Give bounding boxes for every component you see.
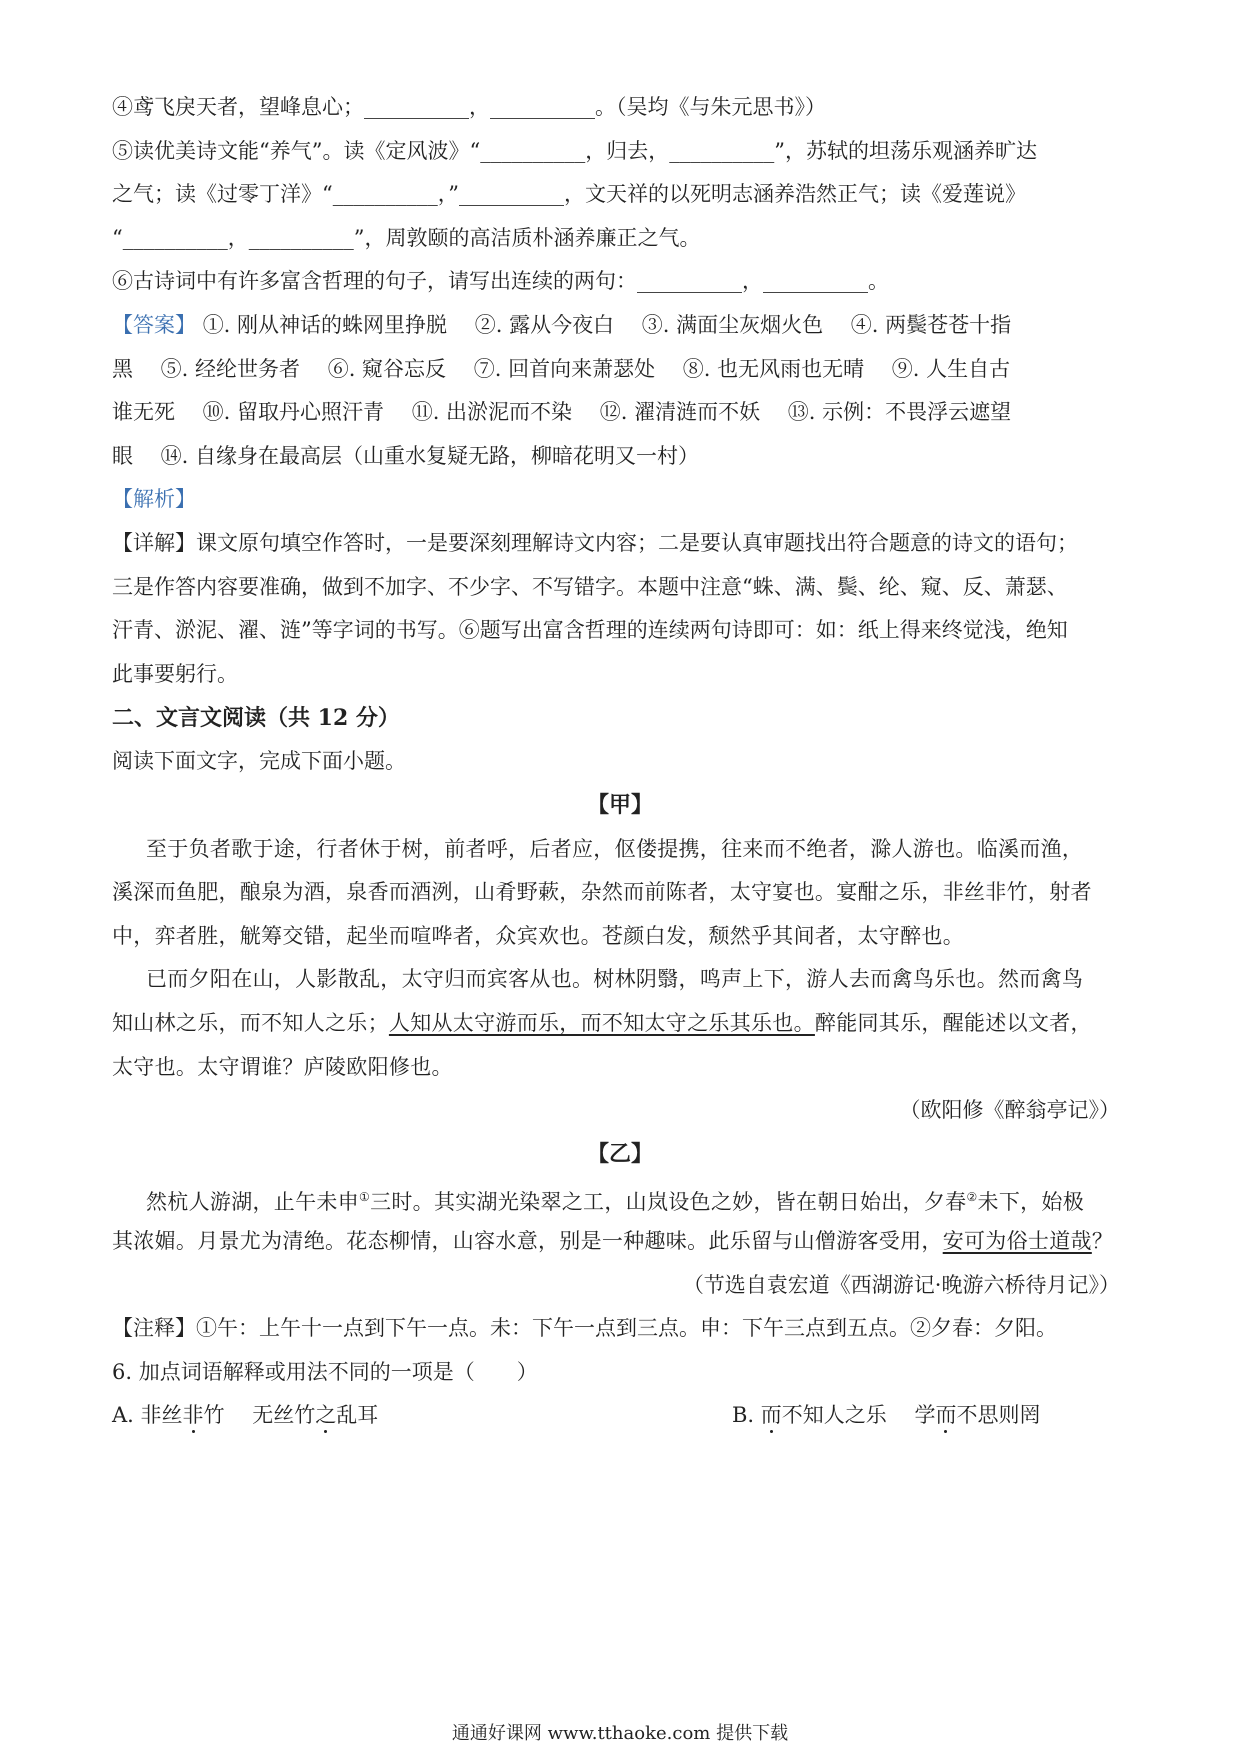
passage-yi-text: 未下，始极 bbox=[977, 1190, 1085, 1214]
dotted-char: 非 bbox=[182, 1403, 204, 1427]
footnote-marker-2: ② bbox=[966, 1190, 978, 1204]
footnote-marker-1: ① bbox=[359, 1190, 371, 1204]
question-6-options bbox=[112, 1400, 1132, 1430]
answer-text-1: ①. 刚从神话的蛛网里挣脱 ②. 露从今夜白 ③. 满面尘灰烟火色 ④. 两鬓苍苍十指 bbox=[202, 313, 1012, 337]
passage-yi-label: 【乙】 bbox=[586, 1141, 653, 1167]
option-a-text: A. 非丝 bbox=[112, 1403, 183, 1427]
answer-line-2: 黑 ⑤. 经纶世务者 ⑥. 窥谷忘反 ⑦. 回首向来萧瑟处 ⑧. 也无风雨也无晴 ⑨. 人生自古 bbox=[112, 357, 1011, 381]
passage-yi-source: （节选自袁宏道《西湖游记·晚游六桥待月记》） bbox=[682, 1273, 1120, 1297]
passage-jia-p1-line-2: 溪深而鱼肥，酿泉为酒，泉香而酒洌，山肴野蔌，杂然而前陈者，太守宴也。宴酣之乐，非丝非竹，射者 bbox=[112, 880, 1092, 904]
passage-jia-p2-line-2 bbox=[112, 1008, 1132, 1038]
option-a-text: 竹 无丝竹 bbox=[203, 1403, 316, 1427]
passage-yi-line-2 bbox=[112, 1226, 1132, 1256]
analysis-line-2: 三是作答内容要准确，做到不加字、不少字、不写错字。本题中注意“蛛、满、鬓、纶、窥、反、萧瑟、 bbox=[112, 575, 1068, 599]
analysis-line-1: 【详解】课文原句填空作答时，一是要深刻理解诗文内容；二是要认真审题找出符合题意的诗文的语句； bbox=[112, 531, 1078, 555]
option-a[interactable] bbox=[112, 1403, 378, 1427]
option-b[interactable] bbox=[732, 1400, 1040, 1430]
underlined-phrase: 安可为俗士道哉 bbox=[942, 1229, 1092, 1253]
passage-yi-text: ？ bbox=[1091, 1229, 1114, 1253]
option-b-text: 不知人之乐 学 bbox=[781, 1403, 936, 1427]
answer-line-3: 谁无死 ⑩. 留取丹心照汗青 ⑪. 出淤泥而不染 ⑫. 濯清涟而不妖 ⑬. 示例：不畏浮云遮望 bbox=[112, 400, 1012, 424]
dotted-char: 之 bbox=[315, 1403, 337, 1427]
fill-blank-line-5: ⑤读优美诗文能“养气”。读《定风波》“__________，归去，__________”，苏轼的坦荡乐观涵养旷达 bbox=[112, 139, 1037, 163]
answer-label: 【答案】 bbox=[112, 313, 196, 337]
option-a-text: 乱耳 bbox=[336, 1403, 379, 1427]
passage-yi-text: 其浓媚。月景尤为清绝。花态柳情，山容水意，别是一种趣味。此乐留与山僧游客受用， bbox=[112, 1229, 943, 1253]
fill-blank-line-5-end: “__________，__________”，周敦颐的高洁质朴涵养廉正之气。 bbox=[112, 226, 701, 250]
section-2-instruction: 阅读下面文字，完成下面小题。 bbox=[112, 749, 406, 773]
passage-jia-text: 知山林之乐，而不知人之乐； bbox=[112, 1011, 389, 1035]
underlined-sentence: 人知从太守游而乐，而不知太守之乐其乐也。 bbox=[388, 1011, 815, 1035]
analysis-line-3: 汗青、淤泥、濯、涟”等字词的书写。⑥题写出富含哲理的连续两句诗即可：如：纸上得来终觉浅，绝知 bbox=[112, 618, 1068, 642]
passage-yi-line-1 bbox=[146, 1182, 1132, 1217]
passage-jia-p2-line-3: 太守也。太守谓谁？庐陵欧阳修也。 bbox=[112, 1055, 453, 1079]
passage-jia-p2-line-1: 已而夕阳在山，人影散乱，太守归而宾客从也。树林阴翳，鸣声上下，游人去而禽鸟乐也。然而禽鸟 bbox=[146, 967, 1084, 991]
passage-jia-source: （欧阳修《醉翁亭记》） bbox=[899, 1098, 1120, 1122]
option-b-text: B. bbox=[732, 1403, 761, 1427]
passage-yi-text: 然杭人游湖，止午未申 bbox=[146, 1190, 359, 1214]
notes: 【注释】①午：上午十一点到下午一点。未：下午一点到三点。申：下午三点到五点。②夕春：夕阳。 bbox=[112, 1316, 1057, 1340]
question-6-stem: 6. 加点词语解释或用法不同的一项是（ ） bbox=[112, 1360, 538, 1384]
passage-jia-p1-line-3: 中，弈者胜，觥筹交错，起坐而喧哗者，众宾欢也。苍颜白发，颓然乎其间者，太守醉也。 bbox=[112, 924, 964, 948]
option-b-text: 不思则罔 bbox=[956, 1403, 1041, 1427]
fill-blank-line-6: ⑥古诗词中有许多富含哲理的句子，请写出连续的两句：__________，__________。 bbox=[112, 269, 889, 293]
footer-download-notice: 通通好课网 www.tthaoke.com 提供下载 bbox=[451, 1723, 789, 1744]
fill-blank-line-4: ④鸢飞戾天者，望峰息心；__________，__________。（吴均《与朱元思书》） bbox=[112, 95, 826, 119]
passage-jia-label: 【甲】 bbox=[586, 792, 653, 818]
answer-line-1 bbox=[112, 310, 1132, 340]
fill-blank-line-5-cont: 之气；读《过零丁洋》“__________，”__________，文天祥的以死明志涵养浩然正气；读《爱莲说》 bbox=[112, 182, 1026, 206]
answer-line-4: 眼 ⑭. 自缘身在最高层（山重水复疑无路，柳暗花明又一村） bbox=[112, 444, 700, 468]
passage-yi-text: 三时。其实湖光染翠之工，山岚设色之妙，皆在朝日始出，夕春 bbox=[370, 1190, 967, 1214]
section-2-title: 二、文言文阅读（共 12 分） bbox=[112, 705, 400, 731]
dotted-char: 而 bbox=[760, 1403, 782, 1427]
analysis-label: 【解析】 bbox=[112, 487, 196, 511]
passage-jia-p1-line-1: 至于负者歌于途，行者休于树，前者呼，后者应，伛偻提携，往来而不绝者，滁人游也。临溪而渔， bbox=[146, 837, 1084, 861]
passage-jia-text: 醉能同其乐，醒能述以文者， bbox=[814, 1011, 1092, 1035]
analysis-line-4: 此事要躬行。 bbox=[112, 662, 238, 686]
dotted-char: 而 bbox=[935, 1403, 957, 1427]
